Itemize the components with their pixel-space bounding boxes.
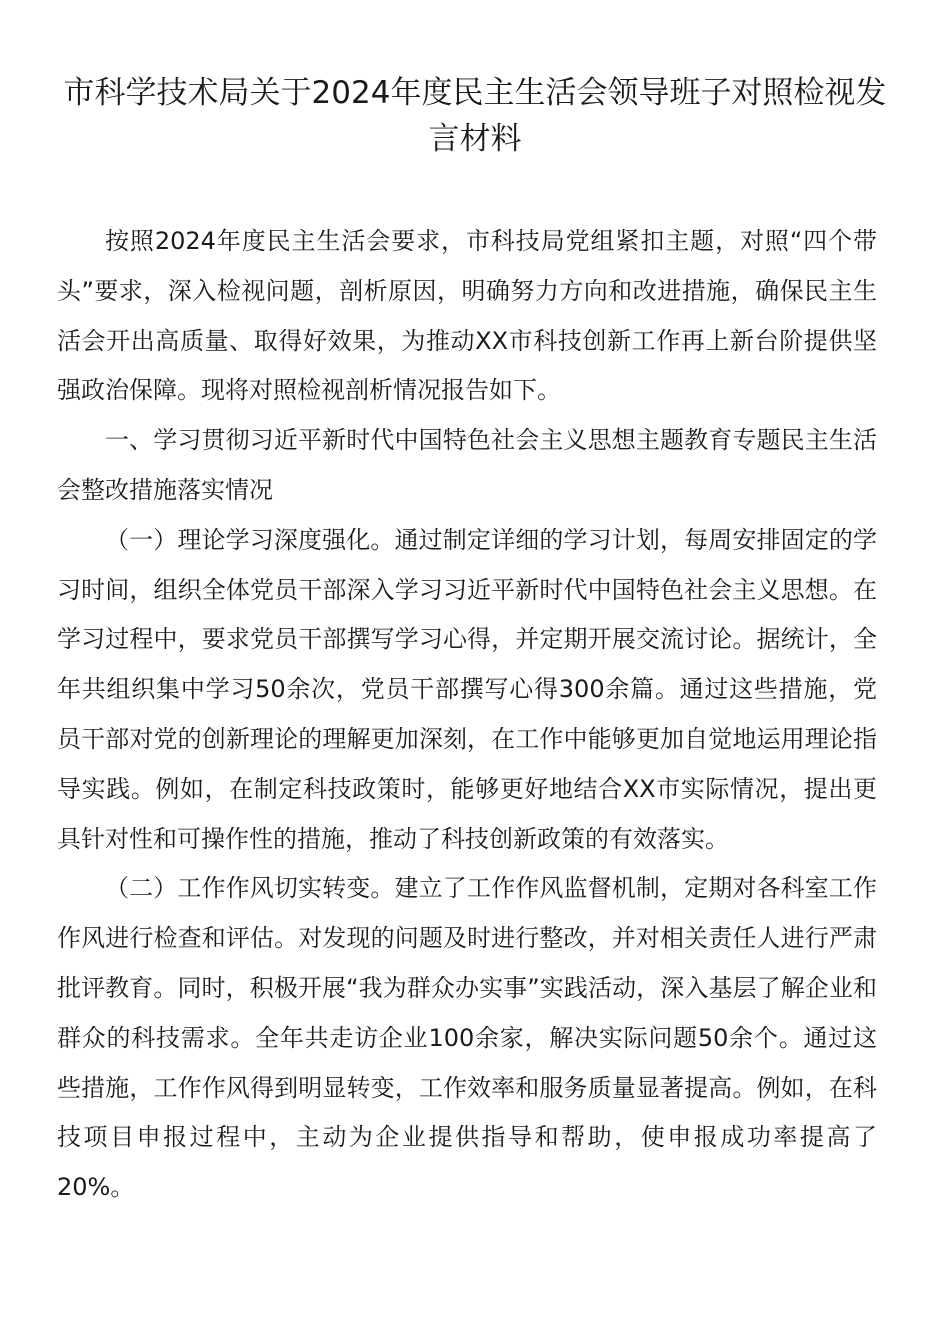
paragraph-work-style: （二）工作作风切实转变。建立了工作作风监督机制，定期对各科室工作作风进行检查和评估。对发现的问题及时进行整改，并对相关责任人进行严肃批评教育。同时，积极开展“我为群众办实事”实践活动，深入基层了解企业和群众的科技需求。全年共走访企业100余家，解决实际问题50余个。通过这些措施，工作作风得到明显转变，工作效率和服务质量显著提高。例如，在科技项目申报过程中，主动为企业提供指导和帮助，使申报成功率提高了20%。 — [57, 874, 877, 1202]
paragraph-intro: 按照2024年度民主生活会要求，市科技局党组紧扣主题，对照“四个带头”要求，深入检视问题，剖析原因，明确努力方向和改进措施，确保民主生活会开出高质量、取得好效果，为推动XX市科技创新工作再上新台阶提供坚强政治保障。现将对照检视剖析情况报告如下。 — [57, 227, 877, 405]
document-title: 市科学技术局关于2024年度民主生活会领导班子对照检视发言材料 — [63, 75, 887, 157]
paragraph-theory-study: （一）理论学习深度强化。通过制定详细的学习计划，每周安排固定的学习时间，组织全体党员干部深入学习习近平新时代中国特色社会主义思想。在学习过程中，要求党员干部撰写学习心得，并定期开展交流讨论。据统计，全年共组织集中学习50余次，党员干部撰写心得300余篇。通过这些措施，党员干部对党的创新理论的理解更加深刻，在工作中能够更加自觉地运用理论指导实践。例如，在制定科技政策时，能够更好地结合XX市实际情况，提出更具针对性和可操作性的措施，推动了科技创新政策的有效落实。 — [57, 525, 877, 853]
section-heading-1: 一、学习贯彻习近平新时代中国特色社会主义思想主题教育专题民主生活会整改措施落实情况 — [57, 426, 877, 504]
document-body — [57, 217, 877, 1213]
